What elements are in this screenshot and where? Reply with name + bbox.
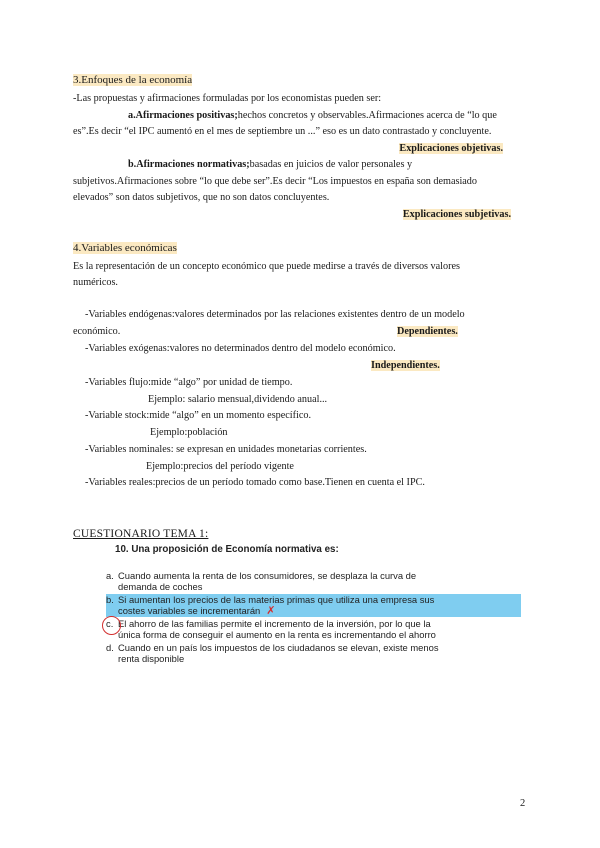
variables-definition-end: numéricos. bbox=[73, 277, 118, 288]
positive-statements-label: a.Afirmaciones positivas; bbox=[128, 110, 238, 121]
option-d-letter: d. bbox=[106, 641, 114, 653]
section-3-title: 3.Enfoques de la economía bbox=[73, 74, 193, 86]
option-c-text-2: única forma de conseguir el aumento en la renta es incrementando el ahorro bbox=[118, 629, 436, 640]
option-a bbox=[106, 570, 521, 593]
option-c bbox=[106, 618, 521, 641]
normative-statements-text: subjetivos.Afirmaciones sobre “lo que debe ser”.Es decir “Los impuestos en españa son demasiado bbox=[73, 176, 477, 187]
flow-variables: -Variables flujo:mide “algo” por unidad de tiempo. bbox=[85, 377, 293, 388]
normative-statements-line: b.Afirmaciones normativas;basadas en juicios de valor personales y bbox=[128, 159, 413, 170]
option-a-text: Cuando aumenta la renta de los consumidores, se desplaza la curva de bbox=[118, 569, 417, 581]
option-c-letter: c. bbox=[106, 617, 114, 629]
independent-tag: Independientes. bbox=[371, 360, 440, 371]
variables-definition: Es la representación de un concepto económico que puede medirse a través de diversos valores bbox=[73, 261, 460, 272]
real-variables: -Variables reales:precios de un período tomado como base.Tienen en cuenta el IPC. bbox=[85, 477, 425, 488]
section-4-title: 4.Variables económicas bbox=[73, 242, 177, 254]
positive-statements-line: a.Afirmaciones positivas;hechos concretos y observables.Afirmaciones acerca de “lo que bbox=[128, 110, 497, 121]
option-c-text: El ahorro de las familias permite el incremento de la inversión, por lo que la bbox=[118, 617, 431, 629]
option-b-text-2: costes variables se incrementarán ✗ bbox=[118, 604, 276, 617]
flow-variables-example: Ejemplo: salario mensual,dividendo anual... bbox=[148, 394, 328, 405]
wrong-mark-icon: ✗ bbox=[266, 604, 276, 617]
objective-explanations-tag: Explicaciones objetivas. bbox=[399, 143, 503, 154]
nominal-variables: -Variables nominales: se expresan en unidades monetarias corrientes. bbox=[85, 444, 367, 455]
question-title: 10. Una proposición de Economía normativa es: bbox=[115, 544, 339, 555]
option-b-letter: b. bbox=[106, 593, 114, 605]
option-a-text-2: demanda de coches bbox=[118, 581, 203, 592]
section-3-intro: -Las propuestas y afirmaciones formuladas por los economistas pueden ser: bbox=[73, 93, 382, 104]
normative-statements-label: b.Afirmaciones normativas; bbox=[128, 159, 250, 170]
dependent-tag: Dependientes. bbox=[397, 326, 458, 337]
exogenous-variables: -Variables exógenas:valores no determinados dentro del modelo económico. bbox=[85, 343, 396, 354]
positive-statements-example: es”.Es decir “el IPC aumentó en el mes de septiembre un ...” eso es un dato contrastado y concluyente. bbox=[73, 126, 492, 137]
endogenous-variables: -Variables endógenas:valores determinados por las relaciones existentes dentro de un modelo bbox=[85, 309, 465, 320]
option-b-text: Si aumentan los precios de las materias primas que utiliza una empresa sus bbox=[118, 593, 435, 605]
page-number: 2 bbox=[520, 798, 526, 809]
option-b-selected bbox=[106, 594, 521, 617]
stock-variables-example: Ejemplo:población bbox=[150, 427, 228, 438]
subjective-explanations-tag: Explicaciones subjetivas. bbox=[402, 209, 511, 220]
option-d-text-2: renta disponible bbox=[118, 653, 185, 664]
nominal-variables-example: Ejemplo:precios del período vigente bbox=[146, 461, 294, 472]
endogenous-variables-end: económico. bbox=[73, 326, 121, 337]
option-d-text: Cuando en un país los impuestos de los ciudadanos se elevan, existe menos bbox=[118, 641, 439, 653]
option-d bbox=[106, 642, 521, 665]
questionnaire-heading: CUESTIONARIO TEMA 1: bbox=[73, 528, 209, 540]
quiz-screenshot bbox=[106, 544, 521, 666]
option-a-letter: a. bbox=[106, 569, 114, 581]
stock-variables: -Variable stock:mide “algo” en un momento específico. bbox=[85, 410, 312, 421]
normative-statements-text-end: elevados” son datos subjetivos, que no son datos concluyentes. bbox=[73, 192, 330, 203]
